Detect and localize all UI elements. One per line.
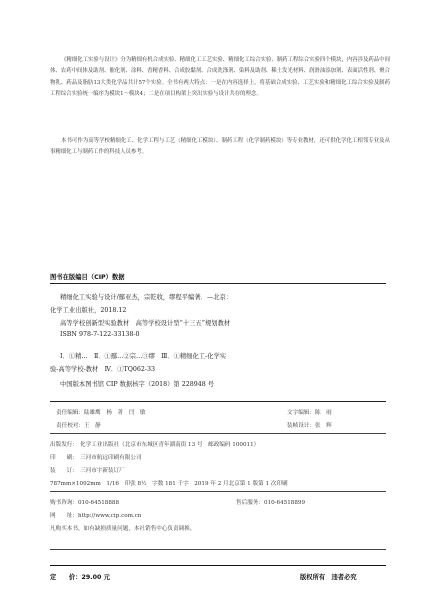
credit-proofread (56, 421, 101, 429)
after-sales-line (236, 498, 305, 506)
credit-text-editor-label: 文字编辑： (287, 410, 315, 416)
order-label: 购书咨询： (50, 500, 78, 506)
binder-value: 三河市宇新装订厂 (80, 468, 125, 474)
cip-top-rule (50, 283, 386, 284)
publisher-value: 化学工业出版社（北京市东城区青年湖南街 13 号 邮政编码 100011） (80, 442, 260, 448)
credit-editor (56, 408, 146, 416)
replacement-notice: 凡购买本书，如有缺损质量问题，本社销售中心负责调换。 (50, 526, 196, 532)
credit-text-editor (287, 408, 332, 416)
credit-designer-label: 装帧设计： (287, 423, 315, 429)
cip-title: 图书在版编目（CIP）数据 (50, 274, 125, 281)
intro-text-2: 本书可作为高等学校精细化工、化学工程与工艺（精细化工模块）、制药工程（化学制药模块）等专业教材，还可供化学化工相邻专业及从事精细化工与制药工作的科技人员参考。 (50, 138, 390, 156)
credit-proofread-value: 王 静 (83, 423, 101, 429)
price: 定 价：29.00 元 (50, 574, 110, 581)
specs-line: 787mm×1092mm 1/16 印张 8½ 字数 181 千字 2019 年 2 月北京第 1 版第 1 次印刷 (50, 481, 288, 487)
order-line (50, 498, 119, 506)
cip-isbn: ISBN 978-7-122-33138-0 (60, 331, 140, 338)
printer-value: 三河市航远印刷有限公司 (80, 455, 142, 461)
intro-text-1: 《精细化工实验与设计》分为精细有机合成实验、精细化工工艺实验、精细化工综合实验、制药工程综合实验四个模块，内容涉及药品中间体、农药中间体及助剂、催化剂、涂料、香精香料、合成胶黏剂、合成洗涤剂、染料及助剂、稀土发光材料、润滑油添加剂、表面活性剂、聚合物乳、药品及脂肪13大类化学品共计57个实验。全书有两大特点：一是在内容选择上，将基础合成实验、工艺实验和精细化工综合实验及制药工程综合实验统一编序为模块1～模块4；二是在项目构架上突出实验与设计共存的理念。 (50, 57, 390, 98)
cip-bottom-rule (50, 401, 386, 402)
rights-notice: 版权所有 违者必究 (300, 574, 357, 581)
website-label: 网 址： (50, 513, 78, 519)
publisher-line (50, 440, 259, 448)
cip-line-3: 高等学校创新型实验教材 高等学校设计型“十三五”规划教材 (60, 320, 231, 327)
cip-line-7: 中国版本图书馆 CIP 数据核字（2018）第 228948 号 (60, 381, 215, 388)
website-line (50, 511, 141, 519)
credit-designer (287, 421, 332, 429)
cip-line-1: 精细化工实验与设计/鄢亚杰，宗乾收，缪程平编著．—北京： (60, 294, 233, 301)
credit-editor-value: 陆雄鹰 杨 菁 闫 敏 (83, 410, 146, 416)
cip-line-6: 验-高等学校-教材 Ⅳ．①TQ062-33 (50, 366, 156, 373)
intro-paragraph-1 (50, 55, 390, 101)
rule-footer (50, 565, 386, 566)
rule-service (50, 549, 386, 550)
printer-label: 印 刷： (50, 455, 78, 461)
rule-credits (50, 433, 386, 434)
website-link[interactable]: http://www.cip.com.cn (77, 513, 142, 519)
after-sales-value: 010-64518899 (263, 500, 306, 506)
order-value: 010-64518888 (77, 500, 120, 506)
binder-line (50, 466, 125, 474)
intro-paragraph-2 (50, 136, 390, 159)
credit-editor-label: 责任编辑： (56, 410, 84, 416)
credit-text-editor-value: 陈 雨 (314, 410, 332, 416)
rule-publishing (50, 491, 386, 492)
credit-designer-value: 张 辉 (314, 423, 332, 429)
cip-line-5: Ⅰ．①精… Ⅱ．①鄢…②宗…③缪 Ⅲ．①精细化工-化学实 (60, 353, 227, 360)
credit-proofread-label: 责任校对： (56, 423, 84, 429)
after-sales-label: 售后服务： (236, 500, 264, 506)
cip-line-2: 化学工业出版社，2018.12 (50, 307, 127, 314)
binder-label: 装 订： (50, 468, 78, 474)
printer-line (50, 453, 142, 461)
publisher-label: 出版发行： (50, 442, 78, 448)
